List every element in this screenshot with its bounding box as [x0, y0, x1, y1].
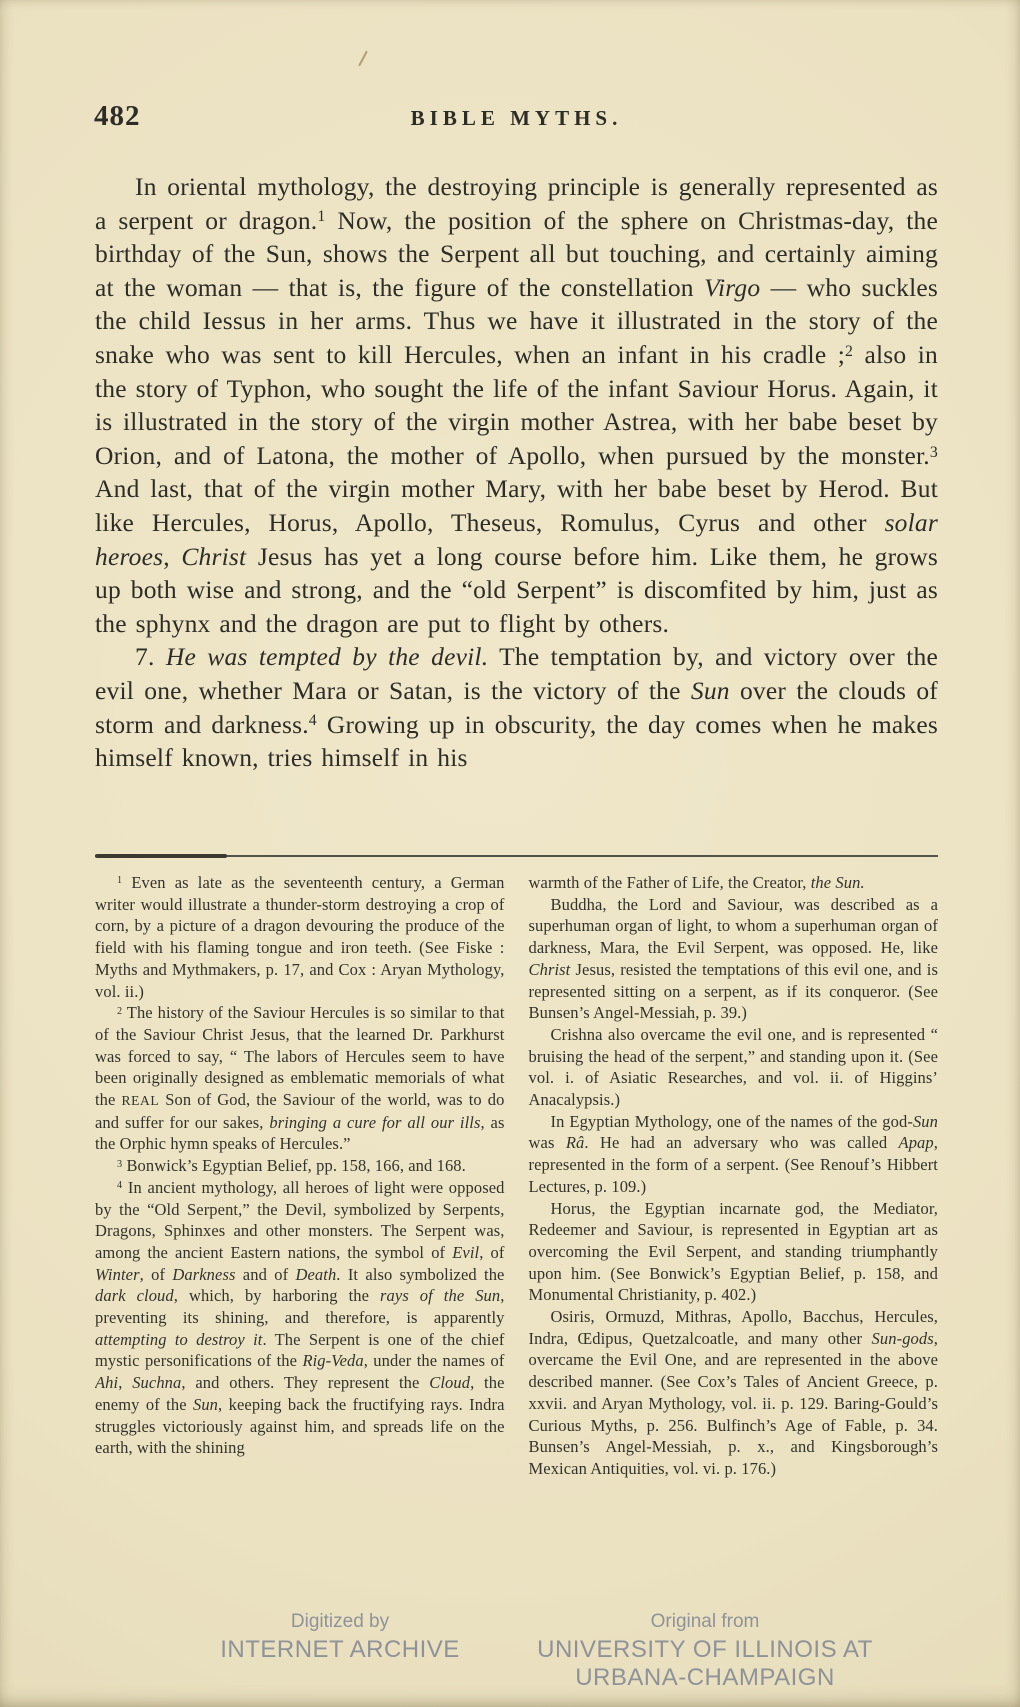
- footer-original-org-line2: URBANA-CHAMPAIGN: [575, 1664, 835, 1691]
- body-paragraph-2: 7. He was tempted by the devil. The temptation by, and victory over the evil one, whether Mara or Satan, is the victory of the Sun over the clouds of storm and darkness.$^4$ Growing up in obscurity, the day comes when he makes himself known, tries himself in his: [95, 642, 938, 773]
- header-title: BIBLE MYTHS.: [410, 106, 623, 130]
- footnote-2: $^2$ The history of the Saviour Hercules is so similar to that of the Saviour Christ Jesus, that the learned Dr. Parkhurst was forced to say, “ The labors of Hercules seem to have been originally designed as emblematic memorials of what the REAL Son of God, the Saviour of the world, was to do and suffer for our sakes, bringing a cure for all our ills, as the Orphic hymn speaks of Hercules.”: [95, 1003, 505, 1154]
- footer-digitized-label: Digitized by: [290, 1611, 390, 1632]
- footnote-para-ra: In Egyptian Mythology, one of the names of the god-Sun was Râ. He had an adversary who was called Apap, represented in the form of a serpent. (See Renouf’s Hibbert Lectures, p. 109.): [528, 1111, 938, 1196]
- main-text-block: [95, 170, 938, 856]
- footnote-para-crishna: Crishna also overcame the evil one, and is represented “ bruising the head of the serpent,” and standing upon it. (See vol. i. of Asiatic Researches, and vol. ii. of Higgins’ Anacalypsis.): [528, 1024, 938, 1110]
- footnote-continuation: warmth of the Father of Life, the Creator, the Sun.: [528, 873, 865, 892]
- footer-original-block: [510, 1608, 900, 1692]
- footnote-para-sun-gods: Osiris, Ormuzd, Mithras, Apollo, Bacchus, Hercules, Indra, Œdipus, Quetzalcoatle, and many other Sun-gods, overcame the Evil One, and are represented in the above described manner. (See Cox’s Tales of Ancient Greece, p. xxvii. and Aryan Mythology, vol. ii. p. 129. Baring-Gould’s Curious Myths, p. 256. Bulfinch’s Age of Fable, p. 34. Bunsen’s Angel-Messiah, p. x., and Kingsborough’s Mexican Antiquities, vol. vi. p. 176.): [528, 1307, 938, 1478]
- pen-mark: [358, 51, 368, 67]
- body-paragraph-1: In oriental mythology, the destroying principle is generally represented as a serpent or dragon.$^1$ Now, the position of the sphere on Christmas-day, the birthday of the Sun, shows the Serpent all but touching, and certainly aiming at the woman — that is, the figure of the constellation Virgo — who suckles the child Iessus in her arms. Thus we have it illustrated in the story of the snake who was sent to kill Hercules, when an infant in his cradle ;$^2$ also in the story of Typhon, who sought the life of the infant Saviour Horus. Again, it is illustrated in the story of the virgin mother Astrea, with her babe beset by Orion, and of Latona, the mother of Apollo, when pursued by the monster.$^3$ And last, that of the virgin mother Mary, with her babe beset by Herod. But like Hercules, Horus, Apollo, Theseus, Romulus, Cyrus and other solar heroes, Christ Jesus has yet a long course before him. Like them, he grows up both wise and strong, and the “old Serpent” is discomfited by him, just as the sphynx and the dragon are put to flight by others.: [95, 172, 938, 638]
- footer-original-org-line1: UNIVERSITY OF ILLINOIS AT: [537, 1636, 873, 1663]
- footnote-para-horus: Horus, the Egyptian incarnate god, the Mediator, Redeemer and Saviour, is represented in Egyptian art as overcoming the Evil Serpent, and standing triumphantly upon him. (See Bonwick’s Egyptian Belief, p. 158, and Monumental Christianity, p. 402.): [528, 1198, 938, 1305]
- footnote-3: $^3$ Bonwick’s Egyptian Belief, pp. 158, 166, and 168.: [117, 1156, 466, 1176]
- footnote-4: $^4$ In ancient mythology, all heroes of light were opposed by the “Old Serpent,” the Devil, symbolized by Serpents, Dragons, Sphinxes and other monsters. The Serpent was, among the ancient Eastern nations, the symbol of Evil, of Winter, of Darkness and of Death. It also symbolized the dark cloud, which, by harboring the rays of the Sun, preventing its shining, and therefore, is apparently attempting to destroy it. The Serpent is one of the chief mystic personifications of the Rig-Veda, under the names of Ahi, Suchna, and others. They represent the Cloud, the enemy of the Sun, keeping back the fructifying rays. Indra struggles victoriously against him, and spreads life on the earth, with the shining: [95, 1177, 505, 1458]
- page-number: 482: [94, 100, 141, 132]
- footnote-para-buddha: Buddha, the Lord and Saviour, was described as a superhuman organ of light, to whom a superhuman organ of darkness, Mara, the Evil Serpent, was opposed. He, like Christ Jesus, resisted the temptations of this evil one, and is represented sitting on a serpent, as if its conqueror. (See Bunsen’s Angel-Messiah, p. 39.): [528, 894, 938, 1023]
- footer-digitized-org: INTERNET ARCHIVE: [220, 1636, 460, 1663]
- footnote-1: $^1$ Even as late as the seventeenth century, a German writer would illustrate a thunder-storm destroying a crop of corn, by a picture of a dragon devouring the produce of the field with his flaming tongue and iron teeth. (See Fiske : Myths and Mythmakers, p. 17, and Cox : Aryan Mythology, vol. ii.): [95, 873, 505, 1001]
- footnotes-right-column: [529, 872, 939, 1592]
- footnote-separator: [95, 855, 938, 857]
- footer-original-label: Original from: [650, 1611, 760, 1632]
- footer-digitized-block: [220, 1608, 460, 1664]
- footnotes-left-column: [95, 872, 505, 1592]
- footnotes-section: [95, 872, 938, 1592]
- footnote-separator-bold-segment: [95, 854, 227, 858]
